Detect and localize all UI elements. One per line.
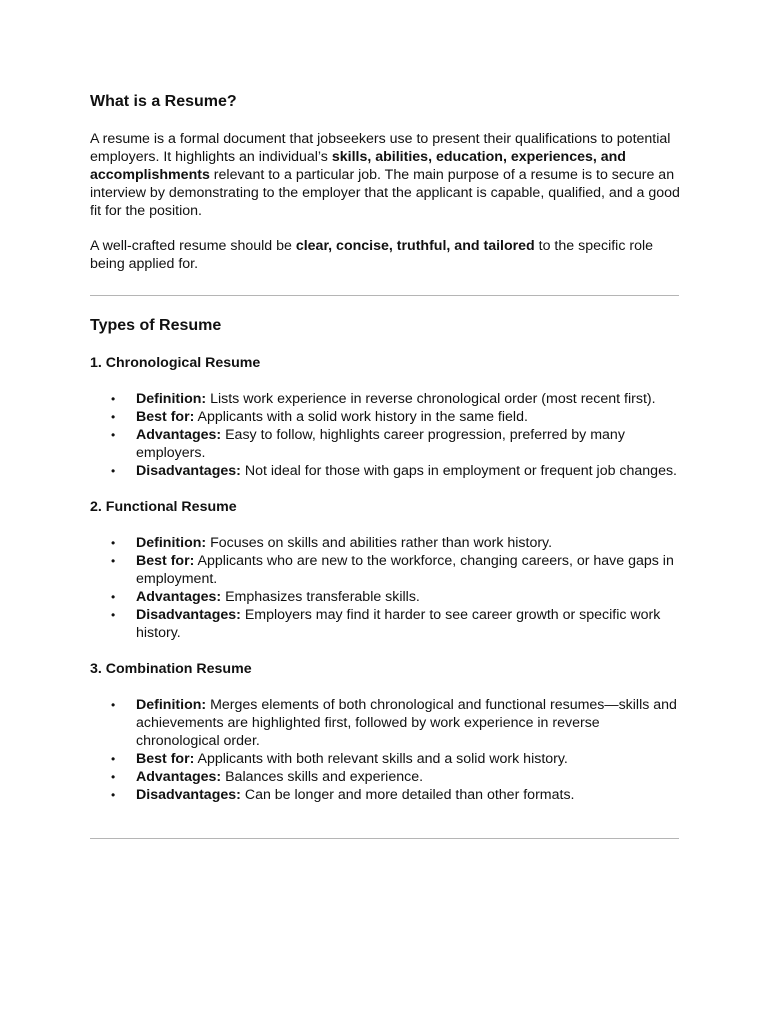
bullet-icon: • [111, 392, 116, 406]
section-title-chronological: 1. Chronological Resume [90, 355, 261, 371]
list-item: • Advantages: Easy to follow, highlights career progression, preferred by many employers. [111, 427, 625, 461]
list-item: • Advantages: Emphasizes transferable skills. [111, 589, 420, 605]
list-item: • Disadvantages: Not ideal for those with gaps in employment or frequent job changes. [111, 463, 677, 479]
section-list-chronological [90, 390, 680, 480]
intro-paragraph-1: A resume is a formal document that jobseekers use to present their qualifications to potential employers. It highlights an individual’s skills, abilities, education, experiences, and accomplishments relevant to a particular job. The main purpose of a resume is to secure an interview by demonstrating to the employer that the applicant is capable, qualified, and a good fit for the position. [90, 131, 680, 219]
bullet-icon: • [111, 590, 116, 604]
bullet-icon: • [111, 554, 116, 568]
section-list-combination [90, 696, 680, 804]
bullet-icon: • [111, 410, 116, 424]
intro-heading: What is a Resume? [90, 93, 237, 110]
bullet-icon: • [111, 608, 116, 622]
section-list-functional [90, 534, 680, 642]
list-item: • Definition: Merges elements of both chronological and functional resumes—skills and achievements are highlighted first, followed by work experience in reverse chronological order. [111, 697, 677, 749]
list-item: • Best for: Applicants who are new to the workforce, changing careers, or have gaps in employment. [111, 553, 674, 587]
divider-bottom [90, 838, 679, 839]
bullet-icon: • [111, 698, 116, 712]
list-item: • Definition: Focuses on skills and abilities rather than work history. [111, 535, 553, 551]
list-item: • Disadvantages: Employers may find it harder to see career growth or specific work history. [111, 607, 661, 641]
bullet-icon: • [111, 788, 116, 802]
bullet-icon: • [111, 536, 116, 550]
bullet-icon: • [111, 770, 116, 784]
section-title-combination: 3. Combination Resume [90, 661, 252, 677]
bullet-icon: • [111, 428, 116, 442]
bullet-icon: • [111, 752, 116, 766]
list-item: • Advantages: Balances skills and experience. [111, 769, 424, 785]
intro-paragraph-2: A well-crafted resume should be clear, concise, truthful, and tailored to the specific role being applied for. [90, 238, 654, 272]
types-heading: Types of Resume [90, 317, 222, 334]
bullet-icon: • [111, 464, 116, 478]
divider-top [90, 295, 679, 296]
list-item: • Best for: Applicants with both relevant skills and a solid work history. [111, 751, 568, 767]
list-item: • Best for: Applicants with a solid work history in the same field. [111, 409, 528, 425]
section-title-functional: 2. Functional Resume [90, 499, 237, 515]
list-item: • Definition: Lists work experience in reverse chronological order (most recent first). [111, 391, 656, 407]
document-page [90, 92, 680, 859]
list-item: • Disadvantages: Can be longer and more detailed than other formats. [111, 787, 575, 803]
